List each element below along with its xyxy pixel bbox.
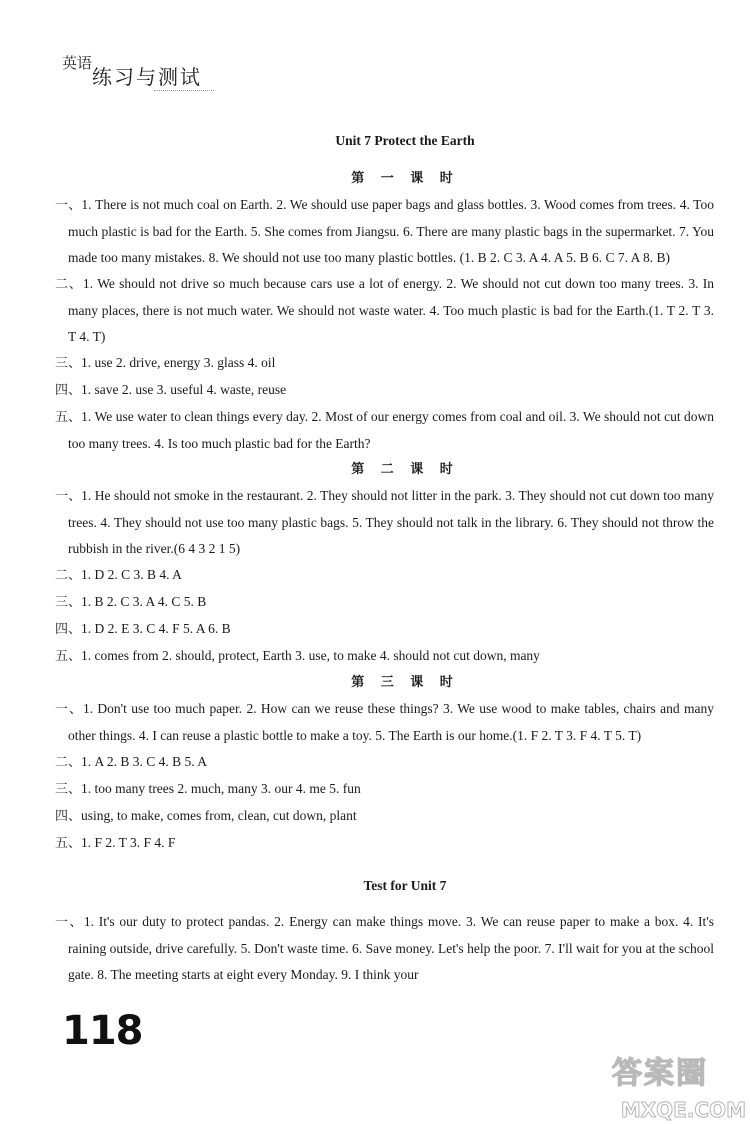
unit-title: Unit 7 Protect the Earth (335, 133, 475, 148)
item-text: 1. F 2. T 3. F 4. F (81, 835, 176, 850)
item-text: 1. too many trees 2. much, many 3. our 4. me 5. fun (81, 781, 361, 796)
answer-item (55, 483, 714, 562)
item-label: 三、 (55, 782, 82, 797)
item-text: 1. D 2. C 3. B 4. A (81, 567, 182, 582)
item-text: 1. We use water to clean things every day. 2. Most of our energy comes from coal and oil. 3. We should not cut down too many trees. 4. Is too much plastic bad for the Earth? (68, 409, 714, 451)
watermark-logo (610, 1048, 750, 1124)
item-text: 1. He should not smoke in the restaurant. 2. They should not litter in the park. 3. They should not cut down too many trees. 4. They should not use too many plastic bags. 5. They should not talk in the library. 6. They should not throw the rubbish in the river.(6 4 3 2 1 5) (68, 488, 714, 556)
answer-content (55, 130, 714, 988)
item-label: 四、 (55, 622, 82, 637)
answer-item (55, 749, 714, 776)
item-label: 二、 (55, 755, 82, 770)
item-text: 1. We should not drive so much because cars use a lot of energy. 2. We should not cut down too many trees. 3. In many places, there is not much water. We should not waste water. 4. Too much plastic is bad for the Earth.(1. T 2. T 3. T 4. T) (68, 276, 714, 344)
answer-item (55, 562, 714, 589)
answer-item (55, 643, 714, 670)
item-label: 三、 (55, 356, 82, 371)
item-text: 1. D 2. E 3. C 4. F 5. A 6. B (81, 621, 231, 636)
item-text: 1. B 2. C 3. A 4. C 5. B (81, 594, 207, 609)
lesson-heading: 第 三 课 时 (351, 675, 459, 690)
item-label: 一、 (55, 198, 82, 213)
answer-item (55, 350, 714, 377)
item-label: 二、 (55, 568, 82, 583)
item-label: 三、 (55, 595, 82, 610)
unit-test (55, 875, 714, 988)
item-label: 一、 (55, 915, 84, 930)
item-text: 1. use 2. drive, energy 3. glass 4. oil (81, 355, 276, 370)
page-number: 118 (62, 1008, 143, 1054)
item-label: 五、 (55, 410, 82, 425)
answer-item (55, 192, 714, 271)
answer-item (55, 616, 714, 643)
lesson-2 (55, 457, 714, 670)
answer-item (55, 589, 714, 616)
item-text: 1. There is not much coal on Earth. 2. We should use paper bags and glass bottles. 3. Wood comes from trees. 4. Too much plastic is bad for the Earth. 5. She comes from Jiangsu. 6. There are many plastic bags in the supermarket. 7. You made too many mistakes. 8. We should not use too many plastic bottles. (1. B 2. C 3. A 4. A 5. B 6. C 7. A 8. B) (68, 197, 714, 265)
item-text: 1. Don't use too much paper. 2. How can we reuse these things? 3. We use wood to make tables, chairs and many other things. 4. I can reuse a plastic bottle to make a toy. 5. The Earth is our home.(1. F 2. T 3. F 4. T 5. T) (68, 701, 714, 743)
item-label: 一、 (55, 702, 83, 717)
item-text: 1. A 2. B 3. C 4. B 5. A (81, 754, 208, 769)
answer-item (55, 803, 714, 830)
watermark-url: MXQE.COM (620, 1098, 746, 1122)
item-label: 四、 (55, 809, 82, 824)
item-text: 1. comes from 2. should, protect, Earth 3. use, to make 4. should not cut down, many (81, 648, 540, 663)
lesson-heading: 第 一 课 时 (351, 171, 459, 186)
item-text: using, to make, comes from, clean, cut down, plant (81, 808, 357, 823)
item-text: 1. save 2. use 3. useful 4. waste, reuse (81, 382, 287, 397)
answer-item (55, 776, 714, 803)
item-text: 1. It's our duty to protect pandas. 2. Energy can make things move. 3. We can reuse paper to make a box. 4. It's raining outside, drive carefully. 5. Don't waste time. 6. Save money. Let's help the poor. 7. I'll wait for you at the school gate. 8. The meeting starts at eight every Monday. 9. I think your (68, 914, 714, 982)
test-title: Test for Unit 7 (363, 878, 447, 893)
header-divider (154, 90, 214, 91)
item-label: 五、 (55, 649, 82, 664)
lesson-1 (55, 166, 714, 457)
answer-item (55, 830, 714, 857)
answer-item (55, 377, 714, 404)
item-label: 四、 (55, 383, 82, 398)
lesson-heading: 第 二 课 时 (351, 462, 459, 477)
answer-item (55, 404, 714, 457)
item-label: 五、 (55, 836, 82, 851)
subject-label: 英语 (62, 54, 93, 72)
watermark-marks: 答案圈 (612, 1056, 708, 1091)
item-label: 二、 (55, 277, 83, 292)
item-label: 一、 (55, 489, 82, 504)
lesson-3 (55, 670, 714, 857)
answer-item (55, 271, 714, 350)
answer-item (55, 909, 714, 988)
answer-item (55, 696, 714, 749)
running-header (62, 52, 222, 92)
book-title: 练习与测试 (92, 65, 202, 89)
